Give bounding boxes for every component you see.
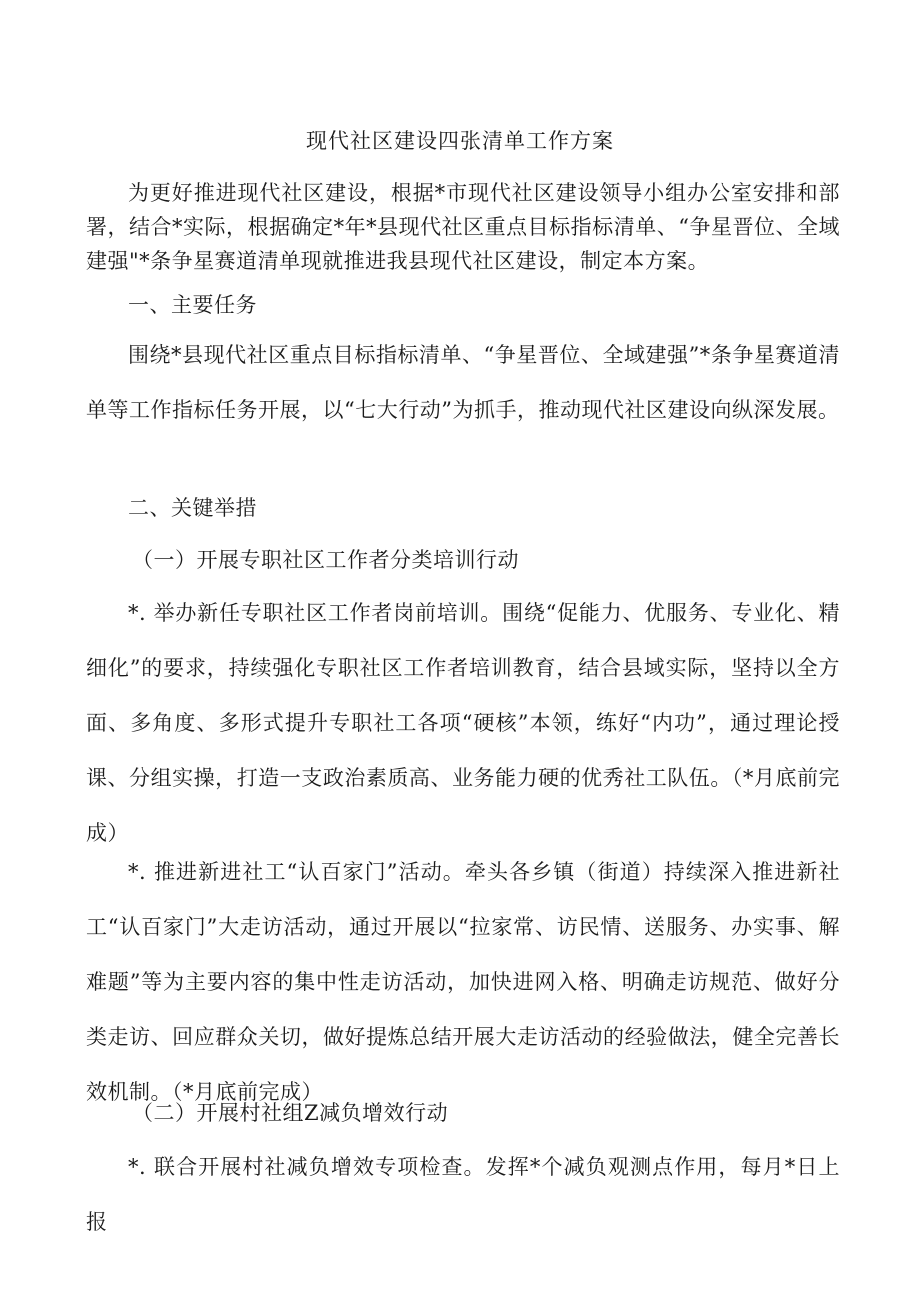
burden-reduction-item-1: *. 联合开展村社减负增效专项检查。发挥*个减负观测点作用，每月*日上报 (86, 1155, 840, 1234)
training-item-2: *. 推进新进社工“认百家门”活动。牵头各乡镇（街道）持续深入推进新社工“认百家门”大走访活动，通过开展以“拉家常、访民情、送服务、办实事、解难题”等为主要内容的集中性走访活动，加快进网入格、明确走访规范、做好分类走访、回应群众关切，做好提炼总结开展大走访活动的经验做法，健全完善长效机制。（*月底前完成） (86, 860, 840, 1104)
section-heading-key-measures: 二、关键举措 (128, 496, 257, 520)
intro-paragraph: 为更好推进现代社区建设，根据*市现代社区建设领导小组办公室安排和部署，结合*实际，根据确定*年*县现代社区重点目标指标清单、“争星晋位、全域建强"*条争星赛道清单现就推进我县现代社区建设，制定本方案。 (86, 181, 840, 273)
sub-heading-training: （一）开展专职社区工作者分类培训行动 (132, 548, 519, 572)
document-title: 现代社区建设四张清单工作方案 (306, 129, 614, 153)
main-tasks-paragraph: 围绕*县现代社区重点目标指标清单、“争星晋位、全域建强”*条争星赛道清单等工作指标任务开展，以“七大行动”为抓手，推动现代社区建设向纵深发展。 (86, 343, 840, 422)
training-item-1: *. 举办新任专职社区工作者岗前培训。围绕“促能力、优服务、专业化、精细化”的要求，持续强化专职社区工作者培训教育，结合县域实际，坚持以全方面、多角度、多形式提升专职社工各项“硬核”本领，练好“内功”，通过理论授课、分组实操，打造一支政治素质高、业务能力硬的优秀社工队伍。（*月底前完成） (86, 601, 840, 845)
sub-heading-burden-reduction: （二）开展村社组Z减负增效行动 (132, 1101, 449, 1125)
section-heading-main-tasks: 一、主要任务 (128, 293, 257, 317)
